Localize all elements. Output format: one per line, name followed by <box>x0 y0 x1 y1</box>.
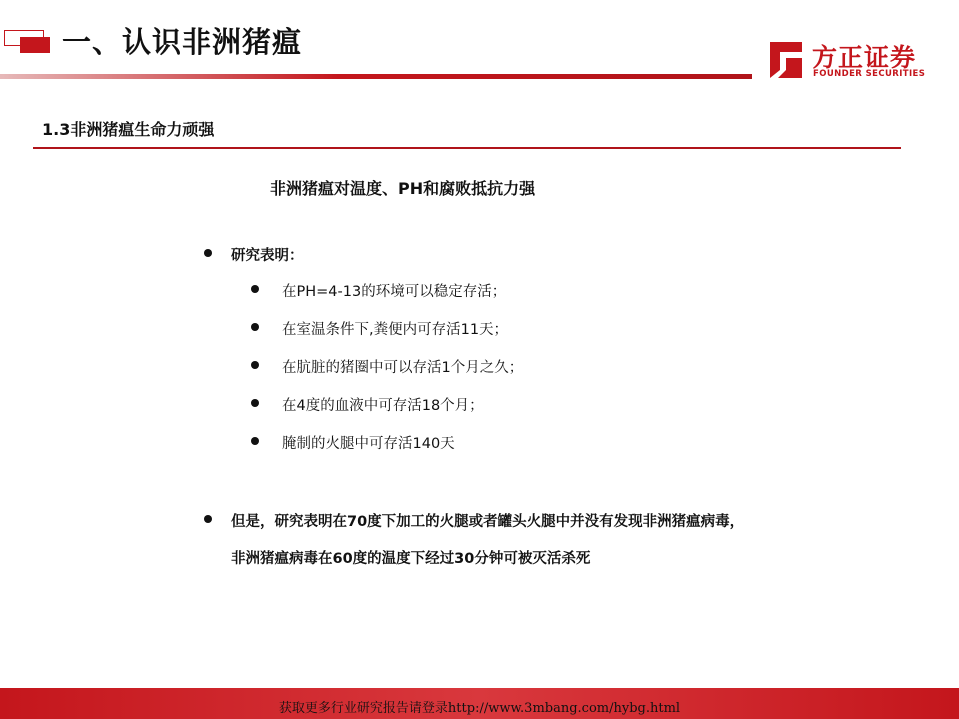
bullet-dot-icon <box>204 515 212 523</box>
title-underline <box>0 74 752 79</box>
bullet-dot-icon <box>251 361 259 369</box>
section-divider <box>33 147 901 149</box>
footer-link-text[interactable]: 获取更多行业研究报告请登录http://www.3mbang.com/hybg.html <box>278 701 681 716</box>
bullet-text: 非洲猪瘟病毒在60度的温度下经过30分钟可被灭活杀死 <box>231 551 591 567</box>
bullet-text: 腌制的火腿中可存活140天 <box>282 436 455 452</box>
bullet-dot-icon <box>251 285 259 293</box>
section-heading: 1.3非洲猪瘟生命力顽强 <box>42 120 215 139</box>
title-mark-fill <box>20 37 50 53</box>
bullet-dot-icon <box>251 323 259 331</box>
bullet-dot-icon <box>204 249 212 257</box>
bullet-dot-icon <box>251 437 259 445</box>
bullet-text: 在肮脏的猪圈中可以存活1个月之久； <box>282 360 524 376</box>
slide-subtitle: 非洲猪瘟对温度、PH和腐败抵抗力强 <box>270 179 536 198</box>
logo-text-cn: 方正证券 <box>812 43 917 72</box>
founder-logo <box>766 38 936 82</box>
founder-logo-icon <box>766 40 806 80</box>
logo-text-en: FOUNDER SECURITIES <box>813 69 926 79</box>
bullet-dot-icon <box>251 399 259 407</box>
bullet-text: 在4度的血液中可存活18个月； <box>282 398 484 414</box>
bullet-text: 研究表明： <box>231 248 304 264</box>
bullet-text: 但是，研究表明在70度下加工的火腿或者罐头火腿中并没有发现非洲猪瘟病毒， <box>231 514 745 530</box>
page-title: 一、认识非洲猪瘟 <box>62 25 303 59</box>
bullet-text: 在室温条件下,粪便内可存活11天； <box>282 322 509 338</box>
bullet-text: 在PH=4-13的环境可以稳定存活； <box>282 284 507 300</box>
